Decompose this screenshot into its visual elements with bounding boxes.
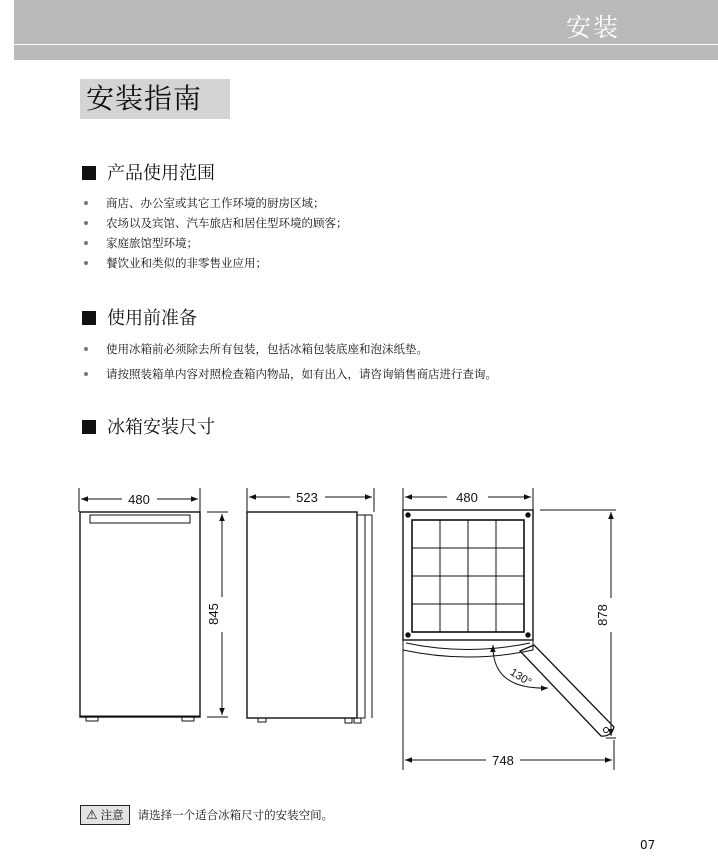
heading-text: 冰箱安装尺寸 bbox=[107, 417, 215, 438]
page-number: 07 bbox=[640, 838, 656, 852]
front-width-label: 480 bbox=[128, 492, 150, 507]
open-height-label: 878 bbox=[595, 604, 610, 626]
heading-text: 产品使用范围 bbox=[107, 163, 215, 184]
note-box bbox=[80, 805, 333, 825]
open-depth-label: 748 bbox=[492, 753, 514, 768]
list-item: 家庭旅馆型环境； bbox=[84, 233, 348, 253]
list-item: 农场以及宾馆、汽车旅店和居住型环境的顾客； bbox=[84, 213, 348, 233]
note-text: 请选择一个适合冰箱尺寸的安装空间。 bbox=[137, 808, 334, 822]
side-depth-label: 523 bbox=[296, 490, 318, 505]
page-title: 安装指南 bbox=[80, 79, 230, 119]
height-label: 845 bbox=[206, 603, 221, 625]
top-width-label: 480 bbox=[456, 490, 478, 505]
list-item: 餐饮业和类似的非零售业应用； bbox=[84, 253, 348, 273]
note-badge bbox=[80, 805, 130, 825]
top-view bbox=[403, 488, 616, 770]
door-angle-label: 130° bbox=[507, 666, 534, 689]
heading-text: 使用前准备 bbox=[107, 308, 197, 329]
warning-triangle-icon: ⚠ bbox=[86, 808, 98, 823]
note-label: 注意 bbox=[100, 808, 124, 822]
list-item: 使用冰箱前必须除去所有包装，包括冰箱包装底座和泡沫纸垫。 bbox=[84, 339, 497, 364]
list-item: 商店、办公室或其它工作环境的厨房区域； bbox=[84, 193, 348, 213]
side-view bbox=[247, 488, 374, 723]
section-label: 安装 bbox=[565, 13, 620, 42]
list-item: 请按照装箱单内容对照检查箱内物品，如有出入，请咨询销售商店进行查询。 bbox=[84, 364, 497, 389]
